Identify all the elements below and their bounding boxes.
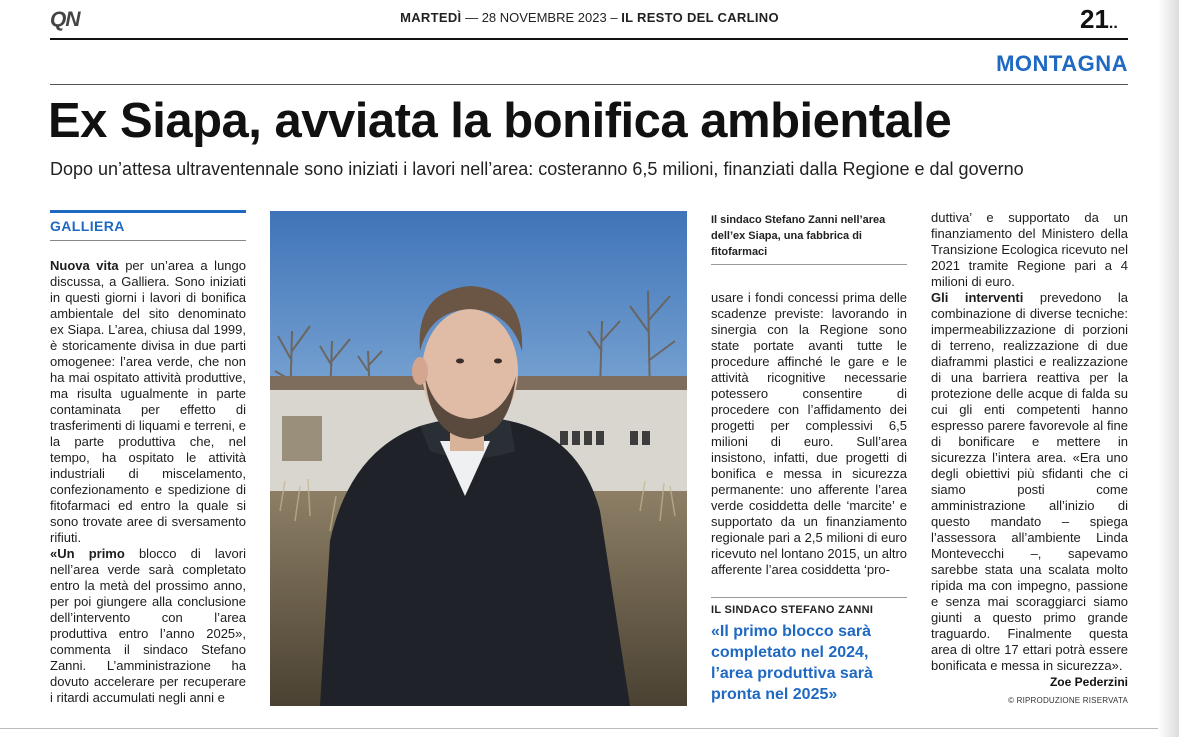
footer-divider bbox=[0, 728, 1179, 729]
paragraph-lead: Gli interventi bbox=[931, 290, 1024, 305]
header-date: 28 NOVEMBRE 2023 bbox=[481, 10, 607, 25]
paragraph-lead: «Un primo bbox=[50, 546, 125, 561]
paragraph-text: duttiva’ e supportato da un finanziamento del Ministero della Transizione Ecologica ricevuto nel 2021 tramite Regione pari a 4 milioni di euro. bbox=[931, 210, 1128, 289]
header-newspaper-name: IL RESTO DEL CARLINO bbox=[621, 10, 779, 25]
paragraph-text: usare i fondi concessi prima delle scadenze previste: lavorando in sinergia con la Regione sono state portate avanti tutte le procedure affinché le gare e le attività ricognitive necessarie potessero consentire di procedere con l’affidamento dei progetti per complessivi 6,5 milioni di euro. Sull’area insistono, infatti, due progetti di bonifica e messa in sicurezza permanente: uno afferente l’area verde cosiddetta delle ‘marcite’ e supportato da un finanziamento regionale pari a 2,5 milioni di euro ricevuto nel lontano 2015, un altro afferente l’area cosiddetta ‘pro- bbox=[711, 290, 907, 577]
paragraph-text: per un’area a lungo discussa, a Galliera. Sono iniziati in questi giorni i lavori di bonifica ambientale del sito denominato ex Siapa. L’area, chiusa dal 1999, è storicamente divisa in due parti omogenee: l’area verde, che non ha mai ospitato attività produttive, ma risulta ugualmente in parte contaminata per effetto di trasferimenti di liquami e terreni, e la parte produttiva che, nel tempo, ha ospitato le attività industriali di miscelamento, confezionamento e spedizione di fitofarmaci ed entro la quale si sono trovate aree di sversamento rifiuti. bbox=[50, 258, 246, 545]
header-separator: — bbox=[465, 10, 479, 25]
article-column-1 bbox=[50, 258, 246, 706]
page-number-value: 21 bbox=[1080, 4, 1109, 34]
caption-divider bbox=[711, 264, 907, 265]
mayor-portrait-image bbox=[270, 211, 687, 706]
location-rule bbox=[50, 210, 246, 213]
paragraph bbox=[931, 290, 1128, 674]
article-subtitle: Dopo un’attesa ultraventennale sono iniziati i lavori nell’area: costeranno 6,5 milioni, finanziati dalla Regione e dal governo bbox=[50, 159, 1024, 179]
article-location: GALLIERA bbox=[50, 218, 125, 234]
article-photo bbox=[270, 211, 687, 706]
pull-quote: «Il primo blocco sarà completato nel 2024, l’area produttiva sarà pronta nel 2025» bbox=[711, 623, 873, 703]
header-divider bbox=[50, 38, 1128, 40]
copyright-notice: © RIPRODUZIONE RISERVATA bbox=[1008, 696, 1128, 705]
page-number bbox=[1080, 4, 1118, 35]
location-divider bbox=[50, 240, 246, 241]
paragraph-text: blocco di lavori nell’area verde sarà completato entro la metà del prossimo anno, per poi giungere alla conclusione dell’intervento con l’area produttiva entro l’anno 2025», commenta il sindaco Stefano Zanni. L’amministrazione ha dovuto accelerare per recuperare i ritardi accumulati negli anni e bbox=[50, 546, 246, 705]
article-column-3 bbox=[711, 290, 907, 578]
article-title: Ex Siapa, avviata la bonifica ambientale bbox=[48, 94, 952, 148]
header-dateline bbox=[0, 10, 1179, 25]
article-author: Zoe Pederzini bbox=[1049, 675, 1128, 689]
header-day: MARTEDÌ bbox=[400, 10, 462, 25]
pull-quote-attribution: IL SINDACO STEFANO ZANNI bbox=[711, 604, 874, 616]
page-edge-shadow bbox=[1158, 0, 1179, 737]
paragraph-lead: Nuova vita bbox=[50, 258, 119, 273]
paragraph-text: prevedono la combinazione di diverse tecniche: impermeabilizzazione di porzioni di terreno, realizzazione di due diaframmi plastici e realizzazione di una barriera reattiva per la protezione delle acque di falda su cui gli enti competenti hanno espresso parere favorevole al fine di bonificare e mettere in sicurezza l’intera area. «Era uno degli obiettivi più sfidanti che ci siamo posti come amministrazione all’inizio di questo mandato – spiega l’assessora all’ambiente Linda Montevecchi –, sapevamo sarebbe stata una scalata molto ripida ma con impegno, passione e senza mai scoraggiarci siamo giunti a questo primo grande traguardo. Finalmente questa area di oltre 17 ettari potrà essere bonificata e messa in sicurezza». bbox=[931, 290, 1129, 673]
section-divider bbox=[50, 84, 1128, 85]
photo-caption: Il sindaco Stefano Zanni nell’area dell’ex Siapa, una fabbrica di fitofarmaci bbox=[711, 214, 886, 258]
quote-divider bbox=[711, 597, 907, 598]
newspaper-logo: QN bbox=[50, 8, 80, 31]
page-number-dots: .. bbox=[1108, 15, 1118, 32]
paragraph bbox=[50, 546, 246, 706]
section-label: MONTAGNA bbox=[996, 51, 1128, 76]
paragraph bbox=[50, 258, 246, 546]
article-column-4 bbox=[931, 210, 1128, 674]
header-separator: – bbox=[610, 10, 618, 25]
